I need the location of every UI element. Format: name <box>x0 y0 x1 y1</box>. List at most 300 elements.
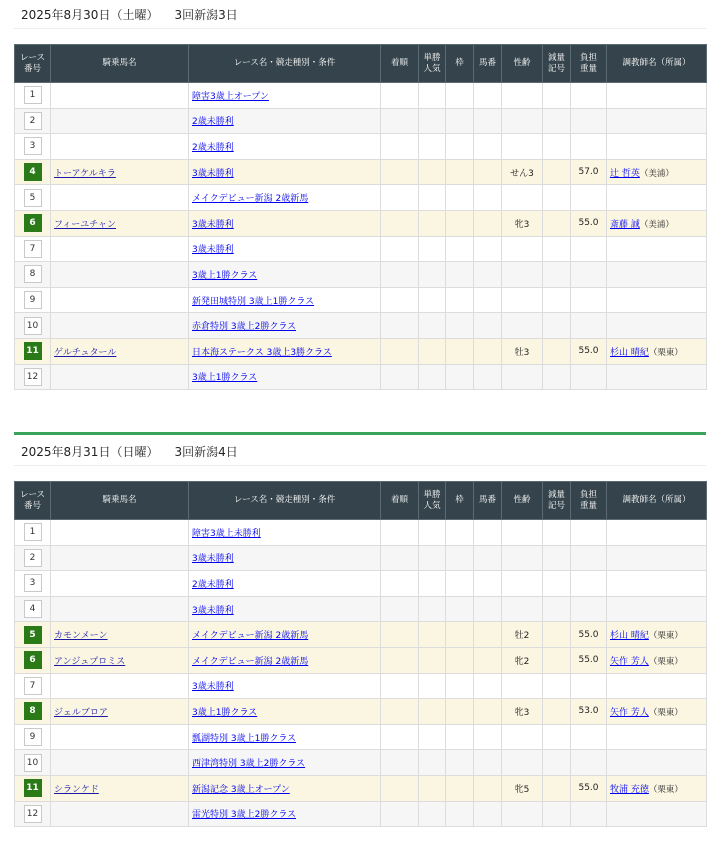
popularity-cell <box>419 571 446 597</box>
race-row <box>15 724 707 750</box>
trainer-affiliation: （栗東） <box>648 631 683 642</box>
reduction-cell <box>543 571 571 597</box>
race-number-badge: 9 <box>24 728 42 746</box>
sex-age-cell <box>502 545 543 571</box>
frame-cell <box>446 108 474 134</box>
weight-cell: 53.0 <box>571 699 607 725</box>
race-no-cell <box>15 801 51 827</box>
sex-age-cell <box>502 185 543 211</box>
weight-cell: 55.0 <box>571 622 607 648</box>
race-cell <box>189 750 381 776</box>
sex-age-cell <box>502 83 543 109</box>
race-link[interactable]: 日本海ステークス 3歳上3勝クラス <box>192 347 332 358</box>
popularity-cell <box>419 520 446 546</box>
race-cell <box>189 520 381 546</box>
col-header-race-no: レース 番号 <box>15 482 51 520</box>
race-number-badge: 1 <box>24 523 42 541</box>
finish-cell <box>381 673 419 699</box>
race-no-cell <box>15 545 51 571</box>
trainer-cell <box>607 364 707 390</box>
sex-age-cell: 牝2 <box>502 647 543 673</box>
frame-cell <box>446 210 474 236</box>
finish-cell <box>381 236 419 262</box>
sex-age-cell: 牝3 <box>502 210 543 236</box>
col-header-horse-name: 騎乗馬名 <box>51 45 189 83</box>
race-link[interactable]: 3歳未勝利 <box>192 168 234 179</box>
trainer-cell <box>607 571 707 597</box>
weight-cell <box>571 596 607 622</box>
trainer-cell <box>607 699 707 725</box>
horse-number-cell <box>474 545 502 571</box>
horse-number-cell <box>474 262 502 288</box>
horse-cell <box>51 134 189 160</box>
race-link[interactable]: メイクデビュー新潟 2歳新馬 <box>192 194 309 205</box>
popularity-cell <box>419 801 446 827</box>
horse-cell <box>51 313 189 339</box>
col-header-weight-reduction: 減量 記号 <box>543 45 571 83</box>
race-row <box>15 313 707 339</box>
race-row <box>15 775 707 801</box>
popularity-cell <box>419 287 446 313</box>
weight-cell <box>571 83 607 109</box>
race-cell <box>189 622 381 648</box>
reduction-cell <box>543 724 571 750</box>
col-header-horse-name: 騎乗馬名 <box>51 482 189 520</box>
race-number-badge: 9 <box>24 291 42 309</box>
race-cell <box>189 338 381 364</box>
trainer-cell <box>607 287 707 313</box>
trainer-link[interactable]: 矢作 芳人 <box>610 707 649 718</box>
race-no-cell <box>15 262 51 288</box>
popularity-cell <box>419 338 446 364</box>
horse-cell <box>51 108 189 134</box>
horse-cell <box>51 596 189 622</box>
day-header <box>14 0 706 29</box>
weight-cell <box>571 571 607 597</box>
finish-cell <box>381 185 419 211</box>
race-row <box>15 673 707 699</box>
sex-age-cell <box>502 134 543 160</box>
trainer-cell <box>607 724 707 750</box>
trainer-cell <box>607 210 707 236</box>
sex-age-cell: 牝5 <box>502 775 543 801</box>
horse-cell <box>51 750 189 776</box>
race-cell <box>189 647 381 673</box>
reduction-cell <box>543 647 571 673</box>
trainer-cell <box>607 262 707 288</box>
reduction-cell <box>543 236 571 262</box>
frame-cell <box>446 520 474 546</box>
frame-cell <box>446 750 474 776</box>
race-cell <box>189 673 381 699</box>
trainer-cell <box>607 83 707 109</box>
horse-number-cell <box>474 364 502 390</box>
horse-cell <box>51 801 189 827</box>
race-row <box>15 520 707 546</box>
race-number-badge: 5 <box>24 626 42 644</box>
reduction-cell <box>543 210 571 236</box>
weight-cell <box>571 313 607 339</box>
col-header-sex-age: 性齢 <box>502 482 543 520</box>
horse-link[interactable]: カモンメーン <box>54 631 108 642</box>
horse-cell <box>51 159 189 185</box>
race-row <box>15 134 707 160</box>
col-header-win-popularity: 単勝 人気 <box>419 482 446 520</box>
race-cell <box>189 262 381 288</box>
reduction-cell <box>543 520 571 546</box>
sex-age-cell <box>502 313 543 339</box>
reduction-cell <box>543 83 571 109</box>
finish-cell <box>381 520 419 546</box>
race-link[interactable]: メイクデビュー新潟 2歳新馬 <box>192 656 309 667</box>
col-header-frame: 枠 <box>446 45 474 83</box>
trainer-cell <box>607 596 707 622</box>
race-no-cell <box>15 724 51 750</box>
frame-cell <box>446 673 474 699</box>
race-row <box>15 159 707 185</box>
race-number-badge: 4 <box>24 163 42 181</box>
race-number-badge: 1 <box>24 86 42 104</box>
race-cell <box>189 571 381 597</box>
horse-link[interactable]: フィーユチャン <box>54 219 117 230</box>
popularity-cell <box>419 699 446 725</box>
finish-cell <box>381 287 419 313</box>
race-number-badge: 11 <box>24 342 42 360</box>
popularity-cell <box>419 185 446 211</box>
race-cell <box>189 159 381 185</box>
frame-cell <box>446 724 474 750</box>
col-header-race-name: レース名・競走種別・条件 <box>189 45 381 83</box>
horse-number-cell <box>474 236 502 262</box>
race-row <box>15 622 707 648</box>
weight-cell <box>571 236 607 262</box>
race-number-badge: 6 <box>24 214 42 232</box>
frame-cell <box>446 287 474 313</box>
finish-cell <box>381 699 419 725</box>
race-table <box>14 44 707 390</box>
race-row <box>15 364 707 390</box>
trainer-affiliation: （美浦） <box>639 168 674 179</box>
race-cell <box>189 287 381 313</box>
horse-number-cell <box>474 159 502 185</box>
horse-number-cell <box>474 673 502 699</box>
day-section-2 <box>14 437 706 827</box>
sex-age-cell: 牝3 <box>502 699 543 725</box>
race-number-badge: 12 <box>24 368 42 386</box>
frame-cell <box>446 236 474 262</box>
race-link[interactable]: 3歳未勝利 <box>192 245 234 256</box>
race-no-cell <box>15 287 51 313</box>
race-cell <box>189 364 381 390</box>
race-row <box>15 801 707 827</box>
sex-age-cell <box>502 596 543 622</box>
trainer-link[interactable]: 牧浦 充徳 <box>610 784 649 795</box>
reduction-cell <box>543 750 571 776</box>
race-cell <box>189 108 381 134</box>
col-header-win-popularity: 単勝 人気 <box>419 45 446 83</box>
race-cell <box>189 313 381 339</box>
race-no-cell <box>15 699 51 725</box>
race-link[interactable]: 3歳未勝利 <box>192 605 234 616</box>
popularity-cell <box>419 622 446 648</box>
race-row <box>15 596 707 622</box>
frame-cell <box>446 596 474 622</box>
race-no-cell <box>15 108 51 134</box>
horse-number-cell <box>474 134 502 160</box>
popularity-cell <box>419 364 446 390</box>
trainer-cell <box>607 775 707 801</box>
weight-cell <box>571 287 607 313</box>
frame-cell <box>446 364 474 390</box>
popularity-cell <box>419 210 446 236</box>
frame-cell <box>446 313 474 339</box>
weight-cell: 57.0 <box>571 159 607 185</box>
horse-link[interactable]: ジェルブロア <box>54 707 108 718</box>
race-no-cell <box>15 775 51 801</box>
race-link[interactable]: 3歳上1勝クラス <box>192 270 258 281</box>
frame-cell <box>446 545 474 571</box>
race-no-cell <box>15 571 51 597</box>
horse-number-cell <box>474 622 502 648</box>
race-link[interactable]: 3歳未勝利 <box>192 219 234 230</box>
horse-cell <box>51 622 189 648</box>
horse-cell <box>51 210 189 236</box>
trainer-cell <box>607 801 707 827</box>
trainer-affiliation: （栗東） <box>648 784 683 795</box>
reduction-cell <box>543 338 571 364</box>
finish-cell <box>381 83 419 109</box>
finish-cell <box>381 622 419 648</box>
reduction-cell <box>543 313 571 339</box>
race-no-cell <box>15 622 51 648</box>
horse-cell <box>51 236 189 262</box>
trainer-cell <box>607 159 707 185</box>
col-header-race-name: レース名・競走種別・条件 <box>189 482 381 520</box>
horse-number-cell <box>474 210 502 236</box>
horse-cell <box>51 699 189 725</box>
race-cell <box>189 775 381 801</box>
horse-number-cell <box>474 775 502 801</box>
reduction-cell <box>543 364 571 390</box>
race-no-cell <box>15 520 51 546</box>
reduction-cell <box>543 622 571 648</box>
race-cell <box>189 724 381 750</box>
finish-cell <box>381 210 419 236</box>
horse-cell <box>51 287 189 313</box>
reduction-cell <box>543 287 571 313</box>
race-row <box>15 262 707 288</box>
horse-number-cell <box>474 185 502 211</box>
race-number-badge: 8 <box>24 265 42 283</box>
popularity-cell <box>419 724 446 750</box>
trainer-cell <box>607 520 707 546</box>
weight-cell: 55.0 <box>571 338 607 364</box>
race-row <box>15 287 707 313</box>
day-date: 2025年8月31日（日曜） <box>21 444 159 459</box>
col-header-horse-number: 馬番 <box>474 482 502 520</box>
popularity-cell <box>419 159 446 185</box>
day-section-1 <box>14 0 706 390</box>
trainer-cell <box>607 108 707 134</box>
trainer-link[interactable]: 斎藤 誠 <box>610 219 640 230</box>
race-link[interactable]: 2歳未勝利 <box>192 117 234 128</box>
frame-cell <box>446 775 474 801</box>
sex-age-cell <box>502 364 543 390</box>
race-number-badge: 7 <box>24 677 42 695</box>
race-cell <box>189 185 381 211</box>
col-header-finish: 着順 <box>381 45 419 83</box>
race-cell <box>189 801 381 827</box>
weight-cell <box>571 134 607 160</box>
horse-cell <box>51 262 189 288</box>
race-number-badge: 8 <box>24 702 42 720</box>
weight-cell: 55.0 <box>571 647 607 673</box>
finish-cell <box>381 724 419 750</box>
popularity-cell <box>419 83 446 109</box>
race-row <box>15 571 707 597</box>
race-link[interactable]: 3歳未勝利 <box>192 682 234 693</box>
trainer-cell <box>607 236 707 262</box>
race-link[interactable]: 2歳未勝利 <box>192 579 234 590</box>
race-no-cell <box>15 313 51 339</box>
sex-age-cell <box>502 520 543 546</box>
race-row <box>15 108 707 134</box>
race-link[interactable]: メイクデビュー新潟 2歳新馬 <box>192 631 309 642</box>
race-no-cell <box>15 673 51 699</box>
weight-cell <box>571 801 607 827</box>
race-no-cell <box>15 159 51 185</box>
col-header-sex-age: 性齢 <box>502 45 543 83</box>
horse-cell <box>51 673 189 699</box>
reduction-cell <box>543 108 571 134</box>
race-link[interactable]: 3歳未勝利 <box>192 554 234 565</box>
race-no-cell <box>15 750 51 776</box>
popularity-cell <box>419 775 446 801</box>
race-link[interactable]: 3歳上1勝クラス <box>192 373 258 384</box>
horse-cell <box>51 724 189 750</box>
horse-link[interactable]: ゲルチュタール <box>54 347 117 358</box>
sex-age-cell <box>502 673 543 699</box>
race-link[interactable]: 新発田城特別 3歳上1勝クラス <box>192 296 315 307</box>
trainer-link[interactable]: 辻 哲英 <box>610 168 640 179</box>
race-link[interactable]: 赤倉特別 3歳上2勝クラス <box>192 322 297 333</box>
race-number-badge: 5 <box>24 189 42 207</box>
frame-cell <box>446 83 474 109</box>
col-header-finish: 着順 <box>381 482 419 520</box>
race-link[interactable]: 障害3歳上未勝利 <box>192 528 261 539</box>
horse-number-cell <box>474 287 502 313</box>
race-row <box>15 750 707 776</box>
horse-cell <box>51 775 189 801</box>
weight-cell: 55.0 <box>571 775 607 801</box>
race-link[interactable]: 新潟記念 3歳上オープン <box>192 784 290 795</box>
race-row <box>15 647 707 673</box>
race-number-badge: 12 <box>24 805 42 823</box>
sex-age-cell: 牡3 <box>502 338 543 364</box>
race-row <box>15 210 707 236</box>
race-cell <box>189 83 381 109</box>
race-rows <box>15 520 707 827</box>
horse-number-cell <box>474 724 502 750</box>
race-link[interactable]: 2歳未勝利 <box>192 142 234 153</box>
race-number-badge: 10 <box>24 754 42 772</box>
sex-age-cell <box>502 724 543 750</box>
col-header-trainer: 調教師名（所属） <box>607 482 707 520</box>
reduction-cell <box>543 673 571 699</box>
race-no-cell <box>15 338 51 364</box>
frame-cell <box>446 185 474 211</box>
finish-cell <box>381 108 419 134</box>
horse-cell <box>51 338 189 364</box>
race-link[interactable]: 障害3歳上オープン <box>192 91 269 102</box>
trainer-affiliation: （栗東） <box>648 656 683 667</box>
reduction-cell <box>543 545 571 571</box>
frame-cell <box>446 801 474 827</box>
col-header-weight-reduction: 減量 記号 <box>543 482 571 520</box>
race-link[interactable]: 雷光特別 3歳上2勝クラス <box>192 810 297 821</box>
trainer-link[interactable]: 矢作 芳人 <box>610 656 649 667</box>
horse-number-cell <box>474 108 502 134</box>
finish-cell <box>381 596 419 622</box>
race-row <box>15 338 707 364</box>
trainer-cell <box>607 647 707 673</box>
horse-link[interactable]: アンジュプロミス <box>54 656 126 667</box>
finish-cell <box>381 571 419 597</box>
horse-link[interactable]: シランケド <box>54 784 99 795</box>
race-link[interactable]: 3歳上1勝クラス <box>192 707 258 718</box>
col-header-carried-weight: 負担 重量 <box>571 482 607 520</box>
horse-number-cell <box>474 699 502 725</box>
horse-cell <box>51 185 189 211</box>
trainer-link[interactable]: 杉山 晴紀 <box>610 631 649 642</box>
finish-cell <box>381 134 419 160</box>
race-number-badge: 6 <box>24 651 42 669</box>
finish-cell <box>381 750 419 776</box>
trainer-affiliation: （美浦） <box>639 219 674 230</box>
sex-age-cell <box>502 750 543 776</box>
reduction-cell <box>543 699 571 725</box>
popularity-cell <box>419 545 446 571</box>
reduction-cell <box>543 134 571 160</box>
popularity-cell <box>419 596 446 622</box>
trainer-link[interactable]: 杉山 晴紀 <box>610 347 649 358</box>
trainer-affiliation: （栗東） <box>648 707 683 718</box>
weight-cell <box>571 673 607 699</box>
race-link[interactable]: 西津湾特別 3歳上2勝クラス <box>192 759 306 770</box>
day-header <box>14 437 706 466</box>
sex-age-cell <box>502 287 543 313</box>
day-date: 2025年8月30日（土曜） <box>21 7 159 22</box>
horse-number-cell <box>474 313 502 339</box>
race-number-badge: 2 <box>24 549 42 567</box>
race-number-badge: 10 <box>24 317 42 335</box>
sex-age-cell: せん3 <box>502 159 543 185</box>
race-row <box>15 545 707 571</box>
race-link[interactable]: 瓢湖特別 3歳上1勝クラス <box>192 733 297 744</box>
trainer-cell <box>607 622 707 648</box>
race-cell <box>189 210 381 236</box>
race-no-cell <box>15 134 51 160</box>
popularity-cell <box>419 647 446 673</box>
col-header-horse-number: 馬番 <box>474 45 502 83</box>
weight-cell <box>571 724 607 750</box>
horse-link[interactable]: トーアケルキラ <box>54 168 116 179</box>
race-cell <box>189 596 381 622</box>
horse-number-cell <box>474 647 502 673</box>
reduction-cell <box>543 596 571 622</box>
horse-number-cell <box>474 338 502 364</box>
weight-cell: 55.0 <box>571 210 607 236</box>
